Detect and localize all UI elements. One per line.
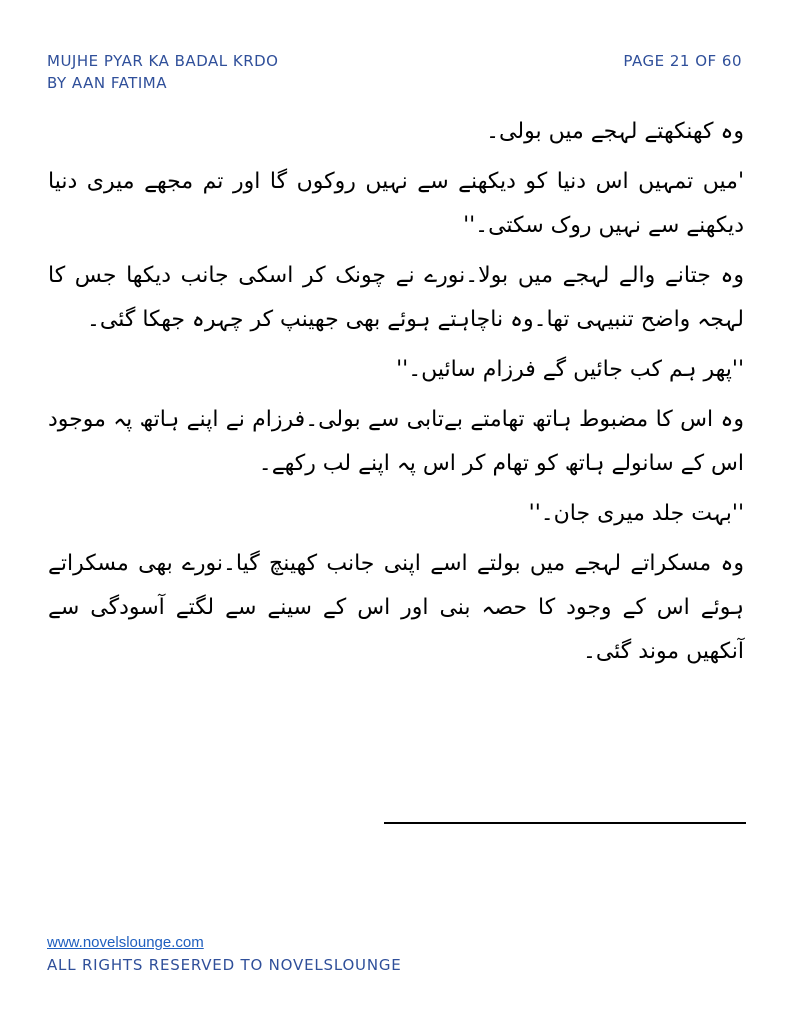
paragraph: ''بہت جلد میری جان۔'' bbox=[528, 501, 744, 526]
novel-title: MUJHE PYAR KA BADAL KRDO bbox=[47, 52, 279, 70]
paragraph: ''پھر ہم کب جائیں گے فرزام سائیں۔'' bbox=[396, 357, 744, 382]
rights-notice: ALL RIGHTS RESERVED TO NOVELSLOUNGE bbox=[47, 956, 402, 974]
page-number: PAGE 21 OF 60 bbox=[623, 52, 742, 70]
website-link[interactable]: www.novelslounge.com bbox=[47, 934, 204, 951]
section-divider bbox=[384, 822, 746, 824]
paragraph: وہ کھنکھتے لہجے میں بولی۔ bbox=[486, 119, 744, 144]
paragraph: 'میں تمہیں اس دنیا کو دیکھنے سے نہیں روکوں گا اور تم مجھے میری دنیا دیکھنے سے نہیں روک سکتی۔'' bbox=[48, 169, 744, 238]
paragraph: وہ مسکراتے لہجے میں بولتے اسے اپنی جانب کھینچ گیا۔نورے بھی مسکراتے ہوئے اس کے وجود کا حصہ بنی اور اس کے سینے سے لگتے آسودگی سے آنکھیں موند گئی۔ bbox=[48, 551, 744, 664]
story-text bbox=[48, 110, 744, 680]
paragraph: وہ جتانے والے لہجے میں بولا۔نورے نے چونک کر اسکی جانب دیکھا جس کا لہجہ واضح تنبیہی تھا۔وہ ناچاہتے ہوئے بھی جھینپ کر چہرہ جھکا گئی۔ bbox=[48, 263, 744, 332]
author-name: BY AAN FATIMA bbox=[47, 74, 167, 92]
header-title-block bbox=[47, 50, 278, 94]
paragraph: وہ اس کا مضبوط ہاتھ تھامتے بےتابی سے بولی۔فرزام نے اپنے ہاتھ پہ موجود اس کے سانولے ہاتھ کو تھام کر اس پہ اپنے لب رکھے۔ bbox=[48, 407, 744, 476]
